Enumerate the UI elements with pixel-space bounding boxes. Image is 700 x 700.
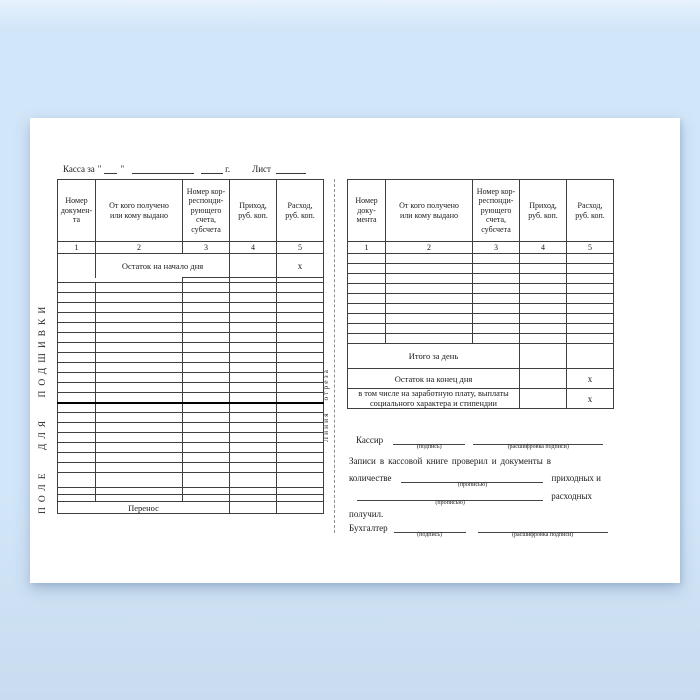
empty-cell <box>96 463 183 473</box>
empty-cell <box>230 413 277 423</box>
empty-cell <box>348 264 386 274</box>
empty-cell <box>277 393 324 403</box>
empty-data-row <box>348 264 614 274</box>
sheet-number-blank-line <box>276 162 306 174</box>
empty-cell <box>386 304 473 314</box>
closing-balance-amount-cell <box>520 369 567 389</box>
in-words-caption: (прописью) <box>457 482 488 488</box>
empty-cell <box>348 254 386 264</box>
grid-cell <box>183 473 230 488</box>
column-numbers-row <box>58 242 324 254</box>
carry-over-row <box>58 502 324 514</box>
including-salary-amount-cell <box>520 389 567 409</box>
received-label: получил. <box>349 509 384 519</box>
grid-cell <box>58 488 96 495</box>
in-words-caption: (прописью) <box>435 500 465 506</box>
empty-cell <box>183 353 230 363</box>
incoming-label: приходных и <box>551 473 601 483</box>
empty-cell <box>96 433 183 443</box>
empty-cell <box>96 443 183 453</box>
empty-cell <box>96 333 183 343</box>
empty-cell <box>58 433 96 443</box>
year-blank-line <box>201 162 223 174</box>
empty-data-row <box>58 453 324 463</box>
empty-cell <box>277 373 324 383</box>
empty-cell <box>96 303 183 313</box>
empty-cell <box>230 283 277 293</box>
col-number: 5 <box>277 242 324 254</box>
empty-cell <box>473 274 520 284</box>
grid-cell <box>183 488 230 495</box>
left-page-table <box>57 179 324 514</box>
empty-cell <box>473 264 520 274</box>
col-header-expense: Расход, руб. коп. <box>567 180 614 242</box>
empty-data-row <box>58 403 324 413</box>
grid-cell <box>230 495 277 502</box>
empty-cell <box>96 453 183 463</box>
empty-data-row <box>348 304 614 314</box>
empty-cell <box>277 463 324 473</box>
empty-cell <box>520 284 567 294</box>
kassa-date-line <box>63 160 306 174</box>
empty-cell <box>230 323 277 333</box>
opening-balance-row <box>58 254 324 278</box>
empty-cell <box>183 393 230 403</box>
empty-cell <box>386 264 473 274</box>
empty-cell <box>96 323 183 333</box>
empty-cell <box>230 443 277 453</box>
empty-cell <box>473 324 520 334</box>
empty-cell <box>96 393 183 403</box>
empty-cell <box>567 304 614 314</box>
empty-cell <box>230 303 277 313</box>
empty-cell <box>567 264 614 274</box>
empty-cell <box>230 463 277 473</box>
empty-cell <box>348 304 386 314</box>
empty-cell <box>183 363 230 373</box>
empty-cell <box>183 323 230 333</box>
empty-cell <box>277 323 324 333</box>
empty-cell <box>58 293 96 303</box>
empty-cell <box>58 323 96 333</box>
col-header-from-whom: От кого получено или кому выдано <box>386 180 473 242</box>
empty-cell <box>230 363 277 373</box>
empty-cell <box>567 324 614 334</box>
empty-cell <box>520 324 567 334</box>
outgoing-label: расходных <box>551 491 592 501</box>
grid-cell <box>96 473 183 488</box>
grid-cell <box>183 495 230 502</box>
empty-cell <box>183 423 230 433</box>
empty-cell <box>230 383 277 393</box>
empty-data-row <box>348 334 614 344</box>
empty-cell <box>58 363 96 373</box>
empty-cell <box>183 453 230 463</box>
empty-cell <box>58 403 96 413</box>
signature-caption: (подпись) <box>416 444 442 450</box>
empty-data-row <box>58 313 324 323</box>
empty-cell <box>277 433 324 443</box>
empty-cell <box>183 283 230 293</box>
empty-cell <box>58 254 96 278</box>
opening-balance-label: Остаток на начало дня <box>96 254 230 278</box>
empty-cell <box>96 423 183 433</box>
empty-data-row <box>348 324 614 334</box>
empty-cell <box>277 443 324 453</box>
accountant-name-line <box>478 520 608 538</box>
empty-cell <box>183 443 230 453</box>
empty-cell <box>567 254 614 264</box>
empty-cell <box>277 303 324 313</box>
empty-cell <box>96 283 183 293</box>
col-header-from-whom: От кого получено или кому выдано <box>96 180 183 242</box>
empty-cell <box>96 413 183 423</box>
empty-cell <box>230 373 277 383</box>
empty-cell <box>58 303 96 313</box>
empty-cell <box>386 324 473 334</box>
cash-book-sheet <box>30 118 680 583</box>
empty-cell <box>58 343 96 353</box>
outgoing-count-line <box>357 488 543 506</box>
empty-cell <box>520 334 567 344</box>
empty-data-row <box>58 383 324 393</box>
empty-cell <box>230 433 277 443</box>
empty-cell <box>386 334 473 344</box>
empty-cell <box>230 453 277 463</box>
empty-cell <box>96 373 183 383</box>
col-header-doc-number: Номер докумен- та <box>58 180 96 242</box>
empty-cell <box>520 294 567 304</box>
empty-cell <box>386 254 473 264</box>
signature-decode-caption: (расшифровка подписи) <box>507 444 569 450</box>
empty-cell <box>58 443 96 453</box>
col-number: 3 <box>473 242 520 254</box>
grid-cell <box>277 488 324 495</box>
empty-cell <box>348 284 386 294</box>
daily-total-expense-cell <box>567 344 614 369</box>
col-header-income: Приход, руб. коп. <box>520 180 567 242</box>
empty-cell <box>567 274 614 284</box>
empty-cell <box>277 423 324 433</box>
daily-total-row <box>348 344 614 369</box>
accountant-signature-line <box>394 520 466 538</box>
empty-data-row <box>58 413 324 423</box>
quantity-row <box>349 470 601 488</box>
empty-data-row <box>348 254 614 264</box>
empty-cell <box>58 463 96 473</box>
empty-cell <box>58 313 96 323</box>
empty-cell <box>96 343 183 353</box>
empty-cell <box>473 304 520 314</box>
empty-cell <box>473 314 520 324</box>
empty-cell <box>58 333 96 343</box>
empty-cell <box>567 334 614 344</box>
empty-data-row <box>58 393 324 403</box>
empty-data-row <box>58 423 324 433</box>
empty-cell <box>473 334 520 344</box>
empty-cell <box>96 353 183 363</box>
closing-balance-x-mark: х <box>567 369 614 389</box>
empty-cell <box>183 303 230 313</box>
quantity-label: количестве <box>349 473 392 483</box>
col-header-doc-number: Номер доку- мента <box>348 180 386 242</box>
filing-margin-label: ПОЛЕ ДЛЯ ПОДШИВКИ <box>38 301 48 515</box>
daily-total-label: Итого за день <box>348 344 520 369</box>
empty-cell <box>183 433 230 443</box>
col-header-corr-account: Номер кор- респонди- рующего счета, субсчета <box>183 180 230 242</box>
kassa-za-label: Касса за <box>63 164 95 174</box>
empty-cell <box>386 314 473 324</box>
empty-cell <box>230 423 277 433</box>
empty-data-row <box>58 303 324 313</box>
empty-cell <box>520 274 567 284</box>
records-checked-text: Записи в кассовой книге проверил и документы в <box>349 456 551 466</box>
empty-cell <box>277 453 324 463</box>
empty-cell <box>183 373 230 383</box>
day-blank-line <box>104 162 117 174</box>
empty-cell <box>277 343 324 353</box>
empty-cell <box>520 264 567 274</box>
empty-cell <box>58 413 96 423</box>
empty-cell <box>58 453 96 463</box>
empty-cell <box>520 254 567 264</box>
empty-cell <box>230 353 277 363</box>
empty-cell <box>58 283 96 293</box>
cashier-signature-row <box>356 432 603 450</box>
year-suffix-label: г. <box>225 164 231 174</box>
empty-data-row <box>348 314 614 324</box>
empty-data-row <box>58 293 324 303</box>
empty-data-row <box>58 363 324 373</box>
cashier-label: Кассир <box>356 435 384 445</box>
header-row <box>58 180 324 242</box>
empty-cell <box>96 293 183 303</box>
col-number: 4 <box>520 242 567 254</box>
cashier-name-line <box>473 432 603 450</box>
carry-over-income-cell <box>230 502 277 514</box>
empty-cell <box>277 413 324 423</box>
empty-cell <box>277 293 324 303</box>
empty-cell <box>183 403 230 413</box>
empty-cell <box>348 294 386 304</box>
col-header-corr-account: Номер кор- респонди- рующего счета, субсчета <box>473 180 520 242</box>
empty-cell <box>567 314 614 324</box>
empty-data-row <box>58 443 324 453</box>
closing-balance-row <box>348 369 614 389</box>
empty-cell <box>183 333 230 343</box>
grid-cell <box>277 495 324 502</box>
incoming-count-line <box>401 470 543 488</box>
empty-data-row <box>58 473 324 488</box>
empty-cell <box>58 393 96 403</box>
col-number: 1 <box>348 242 386 254</box>
daily-total-income-cell <box>520 344 567 369</box>
grid-cell <box>230 473 277 488</box>
grid-cell <box>58 495 96 502</box>
empty-cell <box>277 283 324 293</box>
empty-cell <box>473 284 520 294</box>
grid-cell <box>96 495 183 502</box>
carry-over-expense-cell <box>277 502 324 514</box>
empty-cell <box>230 313 277 323</box>
signature-decode-caption: (расшифровка подписи) <box>512 532 574 538</box>
grid-cell <box>277 473 324 488</box>
col-number: 4 <box>230 242 277 254</box>
empty-cell <box>567 294 614 304</box>
sheet-label: Лист <box>252 164 271 174</box>
header-row <box>348 180 614 242</box>
carry-over-label: Перенос <box>58 502 230 514</box>
empty-data-row <box>348 294 614 304</box>
grid-cell <box>96 488 183 495</box>
empty-cell <box>96 363 183 373</box>
month-blank-line <box>132 162 194 174</box>
outgoing-row <box>349 488 592 506</box>
empty-cell <box>386 284 473 294</box>
empty-data-row <box>58 323 324 333</box>
empty-cell <box>183 293 230 303</box>
empty-cell <box>96 403 183 413</box>
signature-block <box>347 430 614 545</box>
grid-cell <box>230 488 277 495</box>
empty-cell <box>230 293 277 303</box>
empty-cell <box>348 324 386 334</box>
opening-balance-x-mark: х <box>277 254 324 278</box>
empty-cell <box>277 403 324 413</box>
empty-data-row <box>58 433 324 443</box>
empty-cell <box>473 254 520 264</box>
cut-line <box>334 179 335 533</box>
empty-data-row <box>58 333 324 343</box>
col-number: 2 <box>386 242 473 254</box>
including-salary-label: в том числе на заработную плату, выплаты социального характера и стипендии <box>348 389 520 409</box>
right-page-table <box>347 179 614 409</box>
accountant-label: Бухгалтер <box>349 523 388 533</box>
empty-cell <box>230 403 277 413</box>
col-number: 5 <box>567 242 614 254</box>
empty-cell <box>230 393 277 403</box>
empty-cell <box>230 333 277 343</box>
empty-cell <box>348 274 386 284</box>
including-salary-row <box>348 389 614 409</box>
empty-cell <box>277 353 324 363</box>
empty-cell <box>58 353 96 363</box>
empty-cell <box>277 383 324 393</box>
empty-cell <box>520 304 567 314</box>
empty-cell <box>520 314 567 324</box>
empty-cell <box>183 343 230 353</box>
empty-cell <box>96 383 183 393</box>
cashier-signature-line <box>393 432 465 450</box>
accountant-signature-row <box>349 520 608 538</box>
empty-cell <box>96 313 183 323</box>
cut-line-label: Линия отреза <box>321 368 330 443</box>
empty-cell <box>473 294 520 304</box>
col-number: 2 <box>96 242 183 254</box>
including-salary-x-mark: х <box>567 389 614 409</box>
empty-data-row <box>348 284 614 294</box>
empty-cell <box>386 274 473 284</box>
opening-balance-amount-cell <box>230 254 277 278</box>
empty-data-row <box>58 343 324 353</box>
empty-cell <box>58 383 96 393</box>
closing-balance-label: Остаток на конец дня <box>348 369 520 389</box>
grid-cell <box>58 473 96 488</box>
empty-cell <box>348 334 386 344</box>
column-numbers-row <box>348 242 614 254</box>
col-header-expense: Расход, руб. коп. <box>277 180 324 242</box>
open-quote: " <box>97 164 102 174</box>
empty-cell <box>183 413 230 423</box>
empty-cell <box>386 294 473 304</box>
empty-cell <box>58 423 96 433</box>
empty-cell <box>183 383 230 393</box>
empty-data-row <box>348 274 614 284</box>
empty-data-row <box>58 353 324 363</box>
close-quote: " <box>120 164 125 174</box>
signature-caption: (подпись) <box>417 532 443 538</box>
empty-data-row <box>58 463 324 473</box>
empty-cell <box>183 463 230 473</box>
empty-cell <box>183 313 230 323</box>
empty-cell <box>277 313 324 323</box>
empty-cell <box>277 333 324 343</box>
col-header-income: Приход, руб. коп. <box>230 180 277 242</box>
empty-cell <box>58 373 96 383</box>
empty-cell <box>230 343 277 353</box>
col-number: 3 <box>183 242 230 254</box>
empty-cell <box>567 284 614 294</box>
empty-cell <box>277 363 324 373</box>
empty-data-row <box>58 488 324 495</box>
empty-data-row <box>58 283 324 293</box>
col-number: 1 <box>58 242 96 254</box>
empty-data-row <box>58 373 324 383</box>
empty-cell <box>348 314 386 324</box>
empty-data-row <box>58 495 324 502</box>
